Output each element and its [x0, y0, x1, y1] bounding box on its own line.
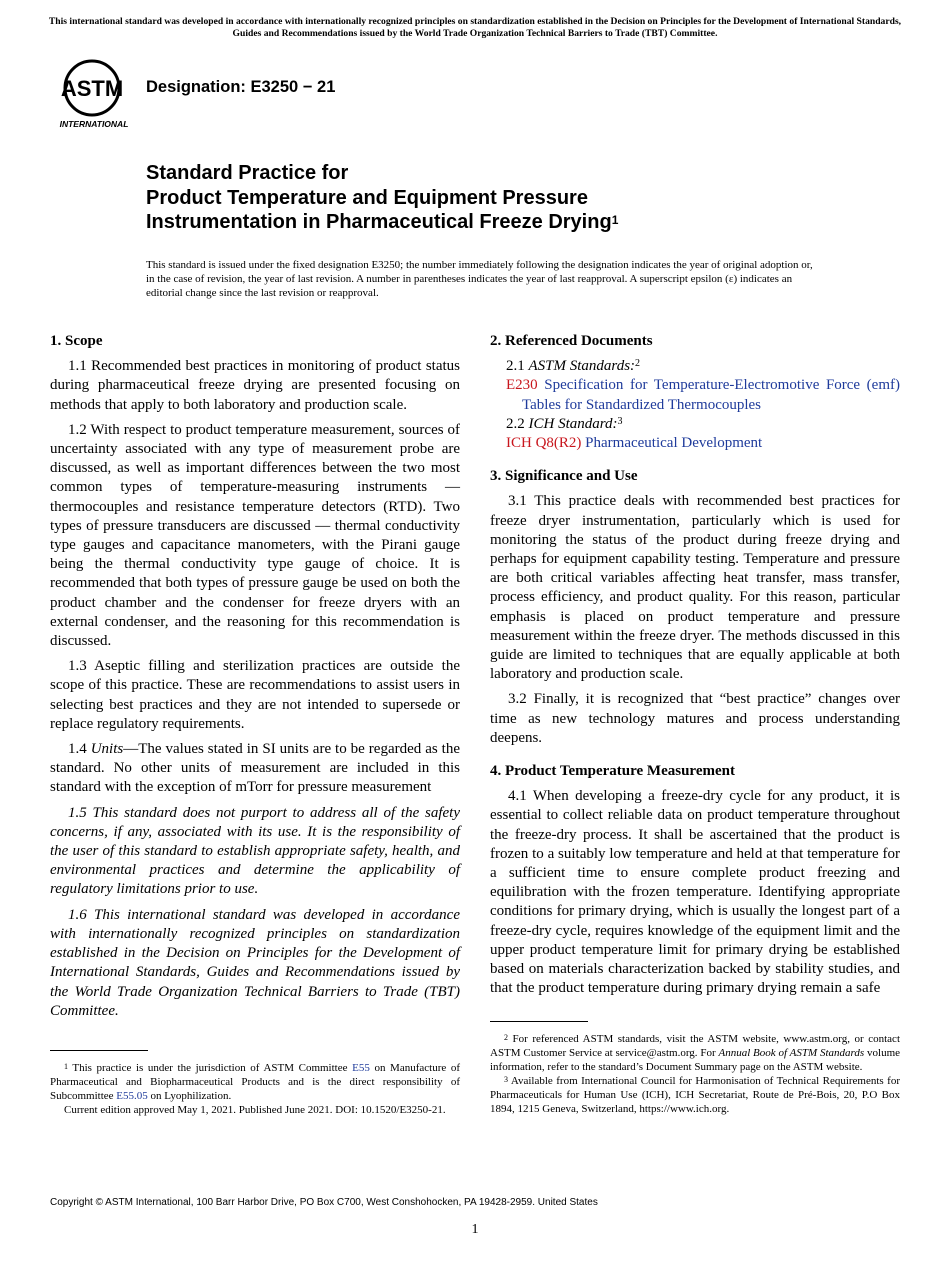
subsection-astm-standards: 2.1 ASTM Standards:$^2$	[506, 358, 641, 375]
section-heading-referenced: 2. Referenced Documents	[490, 333, 653, 349]
logo-subtext: INTERNATIONAL	[59, 119, 129, 129]
subsection-ich-standard: 2.2 ICH Standard:$^3$	[506, 415, 623, 432]
para-4-1: 4.1 When developing a freeze-dry cycle for any product, it is essential to collect reliable data on product temperature throughout the freeze-dry process. It shall be ascertained that the product is frozen to a suitably low temperature and held at that temperature for a sufficient time to ensure complete product freezing and equilibration with the frozen temperature. Identifying appropriate conditions for primary drying, which is usually the longest part of a freeze-dry cycle, requires knowledge of the equipment limit and the upper product temperature limit for primary drying be established based on materials characterization backed by stability studies, and that the product temperature during primary drying remain a safe	[490, 788, 900, 997]
para-3-2: 3.2 Finally, it is recognized that “best practice” changes over time as new technology matures and process understanding deepens.	[490, 691, 900, 746]
title-line-2: Product Temperature and Equipment Pressure	[146, 186, 588, 209]
link-e230[interactable]: E230	[506, 377, 538, 394]
astm-logo-icon	[54, 58, 134, 132]
para-1-2: 1.2 With respect to product temperature measurement, sources of uncertainty associated with any type of measurement probe are discussed, as well as important differences between the two most common types of temperature-measuring instruments — thermocouples and resistance temperature detectors (RTD). Two types of pressure transducers are discussed — thermal conductivity type gauges and capacitance manometers, with the Pirani gauge being the thermal conductivity type gauge of choice. It is recommended that both types of pressure gauge be used on both the product chamber and the condenser for freeze dryers with an external condenser, and the reasoning for this recommendation is discussed.	[50, 421, 460, 650]
designation: Designation: E3250 − 21	[146, 78, 336, 96]
footnote-edition: Current edition approved May 1, 2021. Published June 2021. DOI: 10.1520/E3250-21.	[64, 1104, 446, 1117]
footnote-1: $^1$ This practice is under the jurisdiction of ASTM Committee E55 on Manufacture of Pharmaceutical and Biopharmaceutical Products and is the direct responsibility of Subcommittee E55.05 on Lyophilization. Current edition approved May 1, 2021. Published June 2021. DOI: 10.1520/E3250-21.	[50, 1062, 461, 1117]
footnote-2: $^2$ For referenced ASTM standards, visit the ASTM website, www.astm.org, or contact ASTM Customer Service at service@astm.org. For Annual Book of ASTM Standards volume information, refer to the standard’s Document Summary page on the ASTM website.	[490, 1033, 901, 1074]
page-number: 1	[471, 1222, 479, 1237]
footnote-divider-right	[490, 1021, 588, 1022]
footnote-divider-left	[50, 1050, 148, 1051]
footnotes-right	[490, 1032, 900, 1117]
para-1-3: 1.3 Aseptic filling and sterilization practices are outside the scope of this practice. These are recommendations to assist users in selecting best practices and they are not intended to supersede or replace regulatory requirements.	[50, 658, 460, 732]
astm-logo	[54, 58, 134, 132]
title-line-1: Standard Practice for	[146, 162, 349, 184]
section-heading-product-temp: 4. Product Temperature Measurement	[490, 763, 735, 780]
intro-statement: This standard is issued under the fixed designation E3250; the number immediately following the designation indicates the year of original adoption or, in the case of revision, the year of last revision. A number in parentheses indicates the year of last reapproval. A superscript epsilon (ε) indicates an editorial change since the last revision or reapproval.	[146, 259, 813, 300]
tbt-notice: This international standard was developed in accordance with internationally recognized principles on standardization established in the Decision on Principles for the Development of International Standards, Guides and Recommendations issued by the World Trade Organization Technical Barriers to Trade (TBT) Committee.	[48, 16, 902, 39]
link-e230-title[interactable]: Specification for Temperature-Electromotive Force (emf) Tables for Standardized Thermocouples	[522, 377, 900, 413]
para-1-4: 1.4 Units—The values stated in SI units are to be regarded as the standard. No other units of measurement are included in this standard with the exception of mTorr for pressure measurement	[50, 741, 461, 796]
right-column	[490, 332, 900, 1005]
copyright-line: Copyright © ASTM International, 100 Barr Harbor Drive, PO Box C700, West Conshohocken, PA 19428-2959. United States	[50, 1197, 598, 1208]
left-column	[50, 332, 460, 1027]
logo-mark: ASTM	[60, 76, 124, 101]
link-e55[interactable]: E55	[352, 1062, 370, 1074]
reference-e230	[490, 376, 900, 414]
para-3-1: 3.1 This practice deals with recommended best practices for freeze dryer instrumentation, particularly which is used for monitoring the status of the product during freeze drying and perhaps for equipment capability testing. Temperature and pressure are both critical variables affecting heat transfer, mass transfer, process efficiency, and product quality. For this reason, particular emphasis is placed on product temperature and pressure measurement within the freeze dryer. The methods discussed in this guide are limited to techniques that are equally applicable at both laboratory and production scale.	[490, 493, 900, 683]
section-heading-scope: 1. Scope	[50, 333, 103, 349]
document-title	[146, 161, 846, 235]
link-ich-q8[interactable]: ICH Q8(R2)	[506, 435, 582, 452]
reference-ich-q8	[490, 434, 900, 453]
para-1-5: 1.5 This standard does not purport to address all of the safety concerns, if any, associated with its use. It is the responsibility of the user of this standard to establish appropriate safety, health, and environmental practices and determine the applicability of regulatory limitations prior to use.	[50, 804, 460, 898]
link-ich-q8-title[interactable]: Pharmaceutical Development	[585, 435, 763, 452]
link-e55-05[interactable]: E55.05	[116, 1090, 148, 1103]
para-1-6: 1.6 This international standard was developed in accordance with internationally recognized principles on standardization established in the Decision on Principles for the Development of International Standards, Guides and Recommendations issued by the World Trade Organization Technical Barriers to Trade (TBT) Committee.	[50, 906, 460, 1019]
section-heading-significance: 3. Significance and Use	[490, 468, 638, 485]
title-footnote-mark: 1	[611, 213, 619, 227]
title-line-3: Instrumentation in Pharmaceutical Freeze Drying$^1$	[146, 211, 619, 233]
para-1-1: 1.1 Recommended best practices in monitoring of product status during pharmaceutical freeze drying are presented focusing on methods that apply to both laboratory and production scale.	[50, 358, 460, 413]
footnote-3: $^3$ Available from International Council for Harmonisation of Technical Requirements for Pharmaceuticals for Human Use (ICH), ICH Secretariat, Route de Pré-Bois, 20, P.O Box 1894, 1215 Geneva, Switzerland, https://www.ich.org.	[490, 1075, 900, 1116]
